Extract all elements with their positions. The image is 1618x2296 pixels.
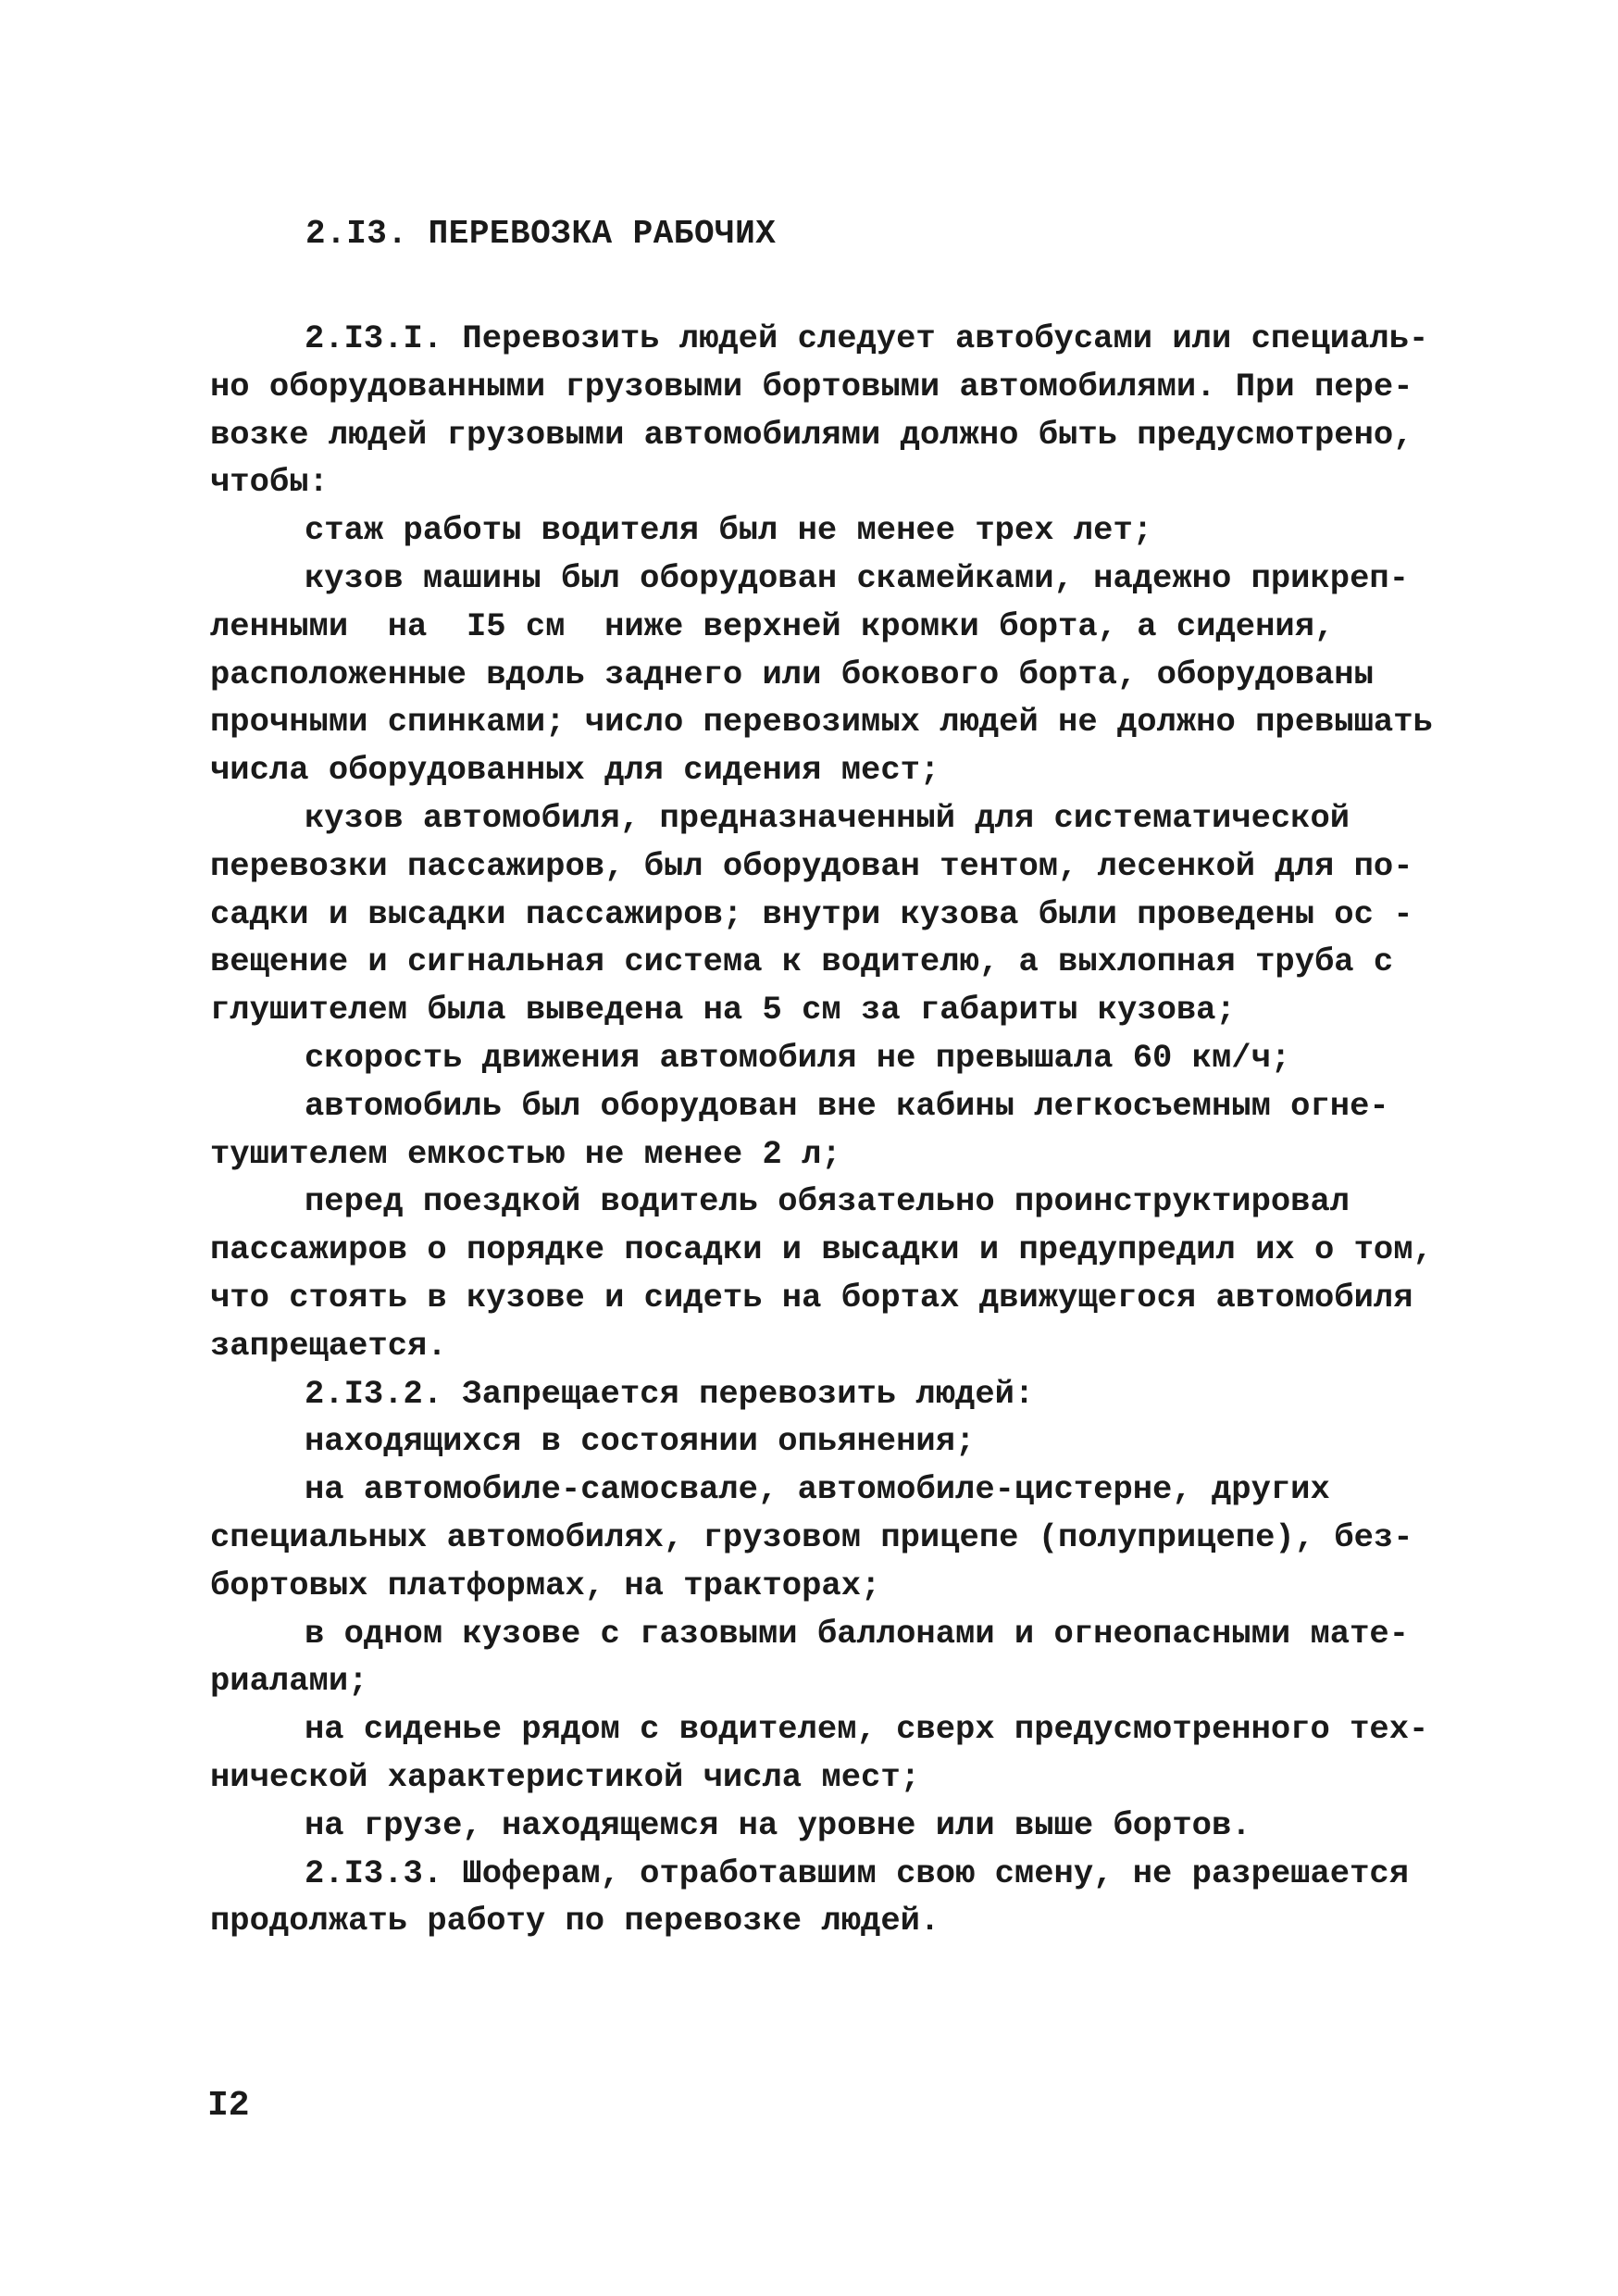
text-line: риалами; <box>210 1662 368 1701</box>
text-line: вещение и сигнальная система к водителю, а выхлопная труба с <box>210 942 1394 981</box>
text-line: продолжать работу по перевозке людей. <box>210 1902 940 1940</box>
text-line: бортовых платформах, на тракторах; <box>210 1566 881 1604</box>
text-line: нической характеристикой числа мест; <box>210 1757 920 1796</box>
text-line: специальных автомобилях, грузовом прицепе (полуприцепе), без- <box>210 1517 1413 1556</box>
section-body <box>210 315 1432 1945</box>
text-line: числа оборудованных для сидения мест; <box>210 751 940 790</box>
text-line: ленными на I5 см ниже верхней кромки борта, а сидения, <box>210 606 1335 645</box>
text-line: тушителем емкостью не менее 2 л; <box>210 1134 841 1173</box>
text-line: 2.I3.I. Перевозить людей следует автобусами или специаль- <box>305 319 1429 357</box>
text-line: 2.I3.2. Запрещается перевозить людей: <box>305 1374 1035 1413</box>
section-heading: 2.I3. ПЕРЕВОЗКА РАБОЧИХ <box>305 215 777 253</box>
text-line: скорость движения автомобиля не превышала 60 км/ч; <box>305 1038 1291 1077</box>
text-line: на грузе, находящемся на уровне или выше бортов. <box>305 1805 1251 1844</box>
text-line: кузов автомобиля, предназначенный для систематической <box>305 798 1350 837</box>
text-line: автомобиль был оборудован вне кабины легкосъемным огне- <box>305 1086 1389 1125</box>
text-line: стаж работы водителя был не менее трех лет; <box>305 511 1153 550</box>
text-line: что стоять в кузове и сидеть на бортах движущегося автомобиля <box>210 1278 1413 1316</box>
text-line: чтобы: <box>210 463 329 502</box>
text-line: прочными спинками; число перевозимых людей не должно превышать <box>210 703 1433 742</box>
text-line: перевозки пассажиров, был оборудован тентом, лесенкой для по- <box>210 846 1413 885</box>
text-line: пассажиров о порядке посадки и высадки и предупредил их о том, <box>210 1230 1433 1269</box>
text-line: садки и высадки пассажиров; внутри кузова были проведены ос - <box>210 894 1413 933</box>
text-line: расположенные вдоль заднего или бокового борта, оборудованы <box>210 655 1374 693</box>
text-line: кузов машины был оборудован скамейками, надежно прикреп- <box>305 558 1409 597</box>
text-line: 2.I3.3. Шоферам, отработавшим свою смену, не разрешается <box>305 1853 1409 1892</box>
text-line: возке людей грузовыми автомобилями должно быть предусмотрено, <box>210 415 1413 454</box>
page-number: I2 <box>207 2086 250 2126</box>
text-line: глушителем была выведена на 5 см за габариты кузова; <box>210 991 1236 1029</box>
text-line: но оборудованными грузовыми бортовыми автомобилями. При пере- <box>210 367 1413 406</box>
text-line: в одном кузове с газовыми баллонами и огнеопасными мате- <box>305 1614 1409 1653</box>
text-line: запрещается. <box>210 1326 447 1365</box>
text-line: на сиденье рядом с водителем, сверх предусмотренного тех- <box>305 1710 1429 1749</box>
text-line: перед поездкой водитель обязательно проинструктировал <box>305 1182 1350 1221</box>
text-line: на автомобиле-самосвале, автомобиле-цистерне, других <box>305 1470 1330 1509</box>
text-line: находящихся в состоянии опьянения; <box>305 1422 976 1461</box>
